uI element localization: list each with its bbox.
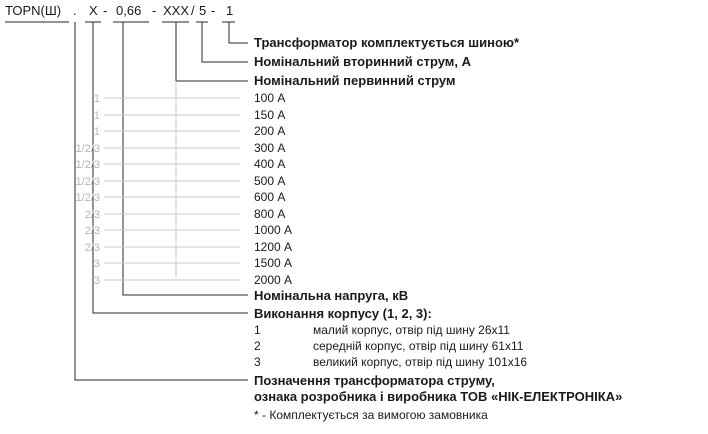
housing-code: 1	[93, 93, 100, 105]
housing-code: 1	[93, 126, 100, 138]
current-value: 300 А	[254, 141, 286, 155]
housing-code: 2/3	[84, 209, 100, 221]
product-code	[5, 3, 233, 18]
code-slash: /	[191, 3, 195, 18]
housing-code: 1/2/3	[75, 159, 100, 171]
current-value: 200 А	[254, 124, 286, 138]
code-dash: -	[103, 3, 108, 18]
code-part-secondary-current: 5	[199, 3, 207, 18]
connector-housing	[93, 22, 248, 313]
label-voltage: Номінальна напруга, кВ	[254, 288, 409, 303]
label-primary-current: Номінальний первинний струм	[254, 73, 456, 88]
current-value: 800 А	[254, 207, 286, 221]
current-value: 150 А	[254, 108, 286, 122]
housing-code: 1/2/3	[75, 176, 100, 188]
current-value: 1500 А	[254, 256, 293, 270]
housing-desc: малий корпус, отвір під шину 26х11	[313, 323, 510, 337]
housing-desc: середній корпус, отвір під шину 61х11	[313, 339, 524, 353]
connector-voltage	[123, 22, 248, 295]
label-housing: Виконання корпусу (1, 2, 3):	[254, 306, 432, 321]
current-value: 100 А	[254, 91, 286, 105]
current-housing-codes	[76, 93, 100, 287]
housing-list	[254, 323, 527, 369]
current-brackets	[104, 81, 240, 280]
code-dash: -	[152, 3, 157, 18]
housing-num: 3	[254, 355, 261, 369]
housing-code: 3	[93, 275, 100, 287]
footnote: * - Комплектується за вимогою замовника	[254, 408, 488, 422]
code-part-housing: Х	[89, 3, 98, 18]
housing-num: 2	[254, 339, 261, 353]
current-value: 2000 А	[254, 273, 293, 287]
housing-code: 3	[93, 258, 100, 270]
current-value: 500 А	[254, 174, 286, 188]
housing-code: 2/3	[84, 242, 100, 254]
code-part-model: ТОРN(Ш)	[5, 3, 62, 18]
current-value: 1200 А	[254, 240, 293, 254]
housing-num: 1	[254, 323, 261, 337]
label-secondary-current: Номінальний вторинний струм, А	[254, 54, 472, 69]
code-part-primary-current: ХХХ	[163, 3, 190, 18]
connector-primary	[176, 22, 248, 81]
code-part-voltage: 0,66	[116, 3, 142, 18]
code-part-busbar: 1	[226, 3, 234, 18]
code-dot: .	[73, 3, 77, 18]
housing-code: 1	[93, 110, 100, 122]
label-designation-line2: ознака розробника і виробника ТОВ «НІК-ЕЛЕКТРОНІКА»	[254, 389, 623, 404]
current-values	[254, 91, 292, 287]
housing-desc: великий корпус, отвір під шину 101х16	[313, 355, 528, 369]
current-value: 1000 А	[254, 223, 293, 237]
connector-designation	[75, 22, 248, 380]
label-designation-line1: Позначення трансформатора струму,	[254, 373, 495, 388]
label-busbar: Трансформатор комплектується шиною*	[254, 35, 520, 50]
connector-busbar	[229, 22, 248, 43]
housing-code: 2/3	[84, 225, 100, 237]
current-value: 400 А	[254, 157, 286, 171]
housing-code: 1/2/3	[75, 143, 100, 155]
connector-lines	[75, 22, 248, 380]
current-value: 600 А	[254, 190, 286, 204]
code-dash: -	[211, 3, 216, 18]
connector-secondary	[202, 22, 248, 62]
housing-code: 1/2/3	[75, 192, 100, 204]
